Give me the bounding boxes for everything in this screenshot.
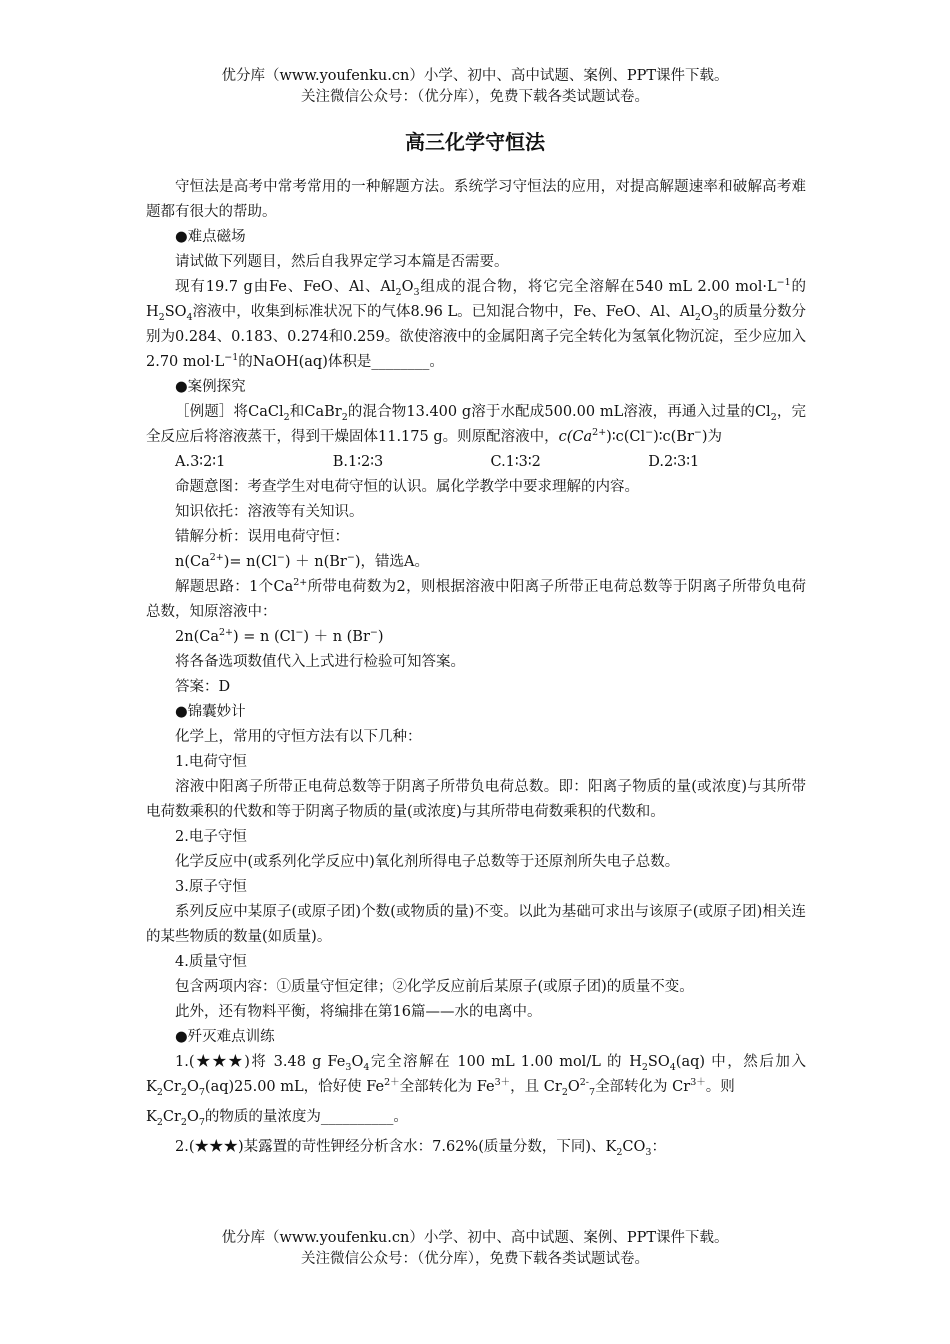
example-paragraph: ［例题］将CaCl$_2$和CaBr$_2$的混合物13.400 g溶于水配成500.00 mL溶液，再通入过量的$Cl_2$，完全反应后将溶液蒸干，得到干燥固体11.175 g。则原配溶液中，$c(Ca^{2+})∶c(Cl^-)∶c(Br^-)$为 [146, 404, 806, 445]
footer-line-1: 优分库（www.youfenku.cn）小学、初中、高中试题、案例、PPT课件下载。 [221, 1230, 729, 1246]
section-heading: ●案例探究 [175, 379, 246, 395]
paragraph: 溶液中阳离子所带正电荷总数等于阴离子所带负电荷总数。即：阳离子物质的量(或浓度)与其所带电荷数乘积的代数和等于阴离子物质的量(或浓度)与其所带电荷数乘积的代数和。 [146, 779, 806, 820]
option-a: A.3∶2∶1 [175, 454, 226, 470]
answer-line: 答案：D [175, 679, 231, 695]
page-footer [0, 1228, 950, 1270]
section-heading: ●难点磁场 [175, 229, 246, 245]
paragraph: 系列反应中某原子(或原子团)个数(或物质的量)不变。以此为基础可求出与该原子(或原子团)相关连的某些物质的数量(如质量)。 [146, 904, 806, 945]
paragraph: 知识依托：溶液等有关知识。 [175, 504, 364, 520]
option-d: D.2∶3∶1 [648, 454, 700, 470]
answer-options [146, 450, 806, 475]
paragraph: 解题思路：1个$Ca^{2+}$所带电荷数为2，则根据溶液中阳离子所带正电荷总数等于阴离子所带负电荷总数，知原溶液中： [146, 577, 806, 620]
page-title: 高三化学守恒法 [405, 130, 545, 154]
paragraph: 错解分析：误用电荷守恒： [175, 529, 349, 545]
option-c: C.1∶3∶2 [490, 454, 541, 470]
subheading: 1.电荷守恒 [175, 754, 247, 770]
paragraph: 化学上，常用的守恒方法有以下几种： [175, 729, 422, 745]
exercise-1: 1.(★★★)将 3.48 g $Fe_3O_4$完全溶解在 100 mL 1.00 mol/L 的 $H_2SO_4(aq)$ 中，然后加入 $K_2Cr_2O_7(aq)25.00$ mL，恰好使 $Fe^{2+}$全部转化为 $Fe^{3+}$，且 $Cr_2O^{2-}_7$全部转化为 $Cr^{3+}$。则 [146, 1054, 806, 1098]
subheading: 2.电子守恒 [175, 829, 247, 845]
section-heading: ●歼灭难点训练 [175, 1029, 275, 1045]
header-line-1: 优分库（www.youfenku.cn）小学、初中、高中试题、案例、PPT课件下载。 [221, 68, 729, 84]
paragraph: 将各备选项数值代入上式进行检验可知答案。 [175, 654, 465, 670]
subheading: 3.原子守恒 [175, 879, 247, 895]
equation: $n(Ca^{2+})= n(Cl^-) + n(Br^-)$，错选A。 [175, 552, 429, 570]
footer-line-2: 关注微信公众号：（优分库），免费下载各类试题试卷。 [301, 1251, 649, 1267]
section-heading: ●锦囊妙计 [175, 704, 246, 720]
paragraph: 请试做下列题目，然后自我界定学习本篇是否需要。 [175, 254, 509, 270]
subheading: 4.质量守恒 [175, 954, 247, 970]
document-body [146, 175, 806, 1160]
exercise-2: 2.(★★★)某露置的苛性钾经分析含水：7.62%(质量分数，下同)、$K_2CO_3$： [175, 1139, 666, 1158]
paragraph: 命题意图：考查学生对电荷守恒的认识。属化学教学中要求理解的内容。 [175, 479, 639, 495]
paragraph: 此外，还有物料平衡，将编排在第16篇——水的电离中。 [175, 1004, 542, 1020]
page-header [0, 66, 950, 108]
exercise-1-cont: $K_2Cr_2O_7$的物质的量浓度为__________。 [146, 1109, 408, 1128]
header-line-2: 关注微信公众号：（优分库），免费下载各类试题试卷。 [301, 89, 649, 105]
intro-paragraph: 守恒法是高考中常考常用的一种解题方法。系统学习守恒法的应用，对提高解题速率和破解高考难题都有很大的帮助。 [146, 179, 806, 220]
paragraph: 包含两项内容：①质量守恒定律；②化学反应前后某原子(或原子团)的质量不变。 [175, 979, 694, 995]
option-b: B.1∶2∶3 [332, 454, 384, 470]
paragraph: 化学反应中(或系列化学反应中)氧化剂所得电子总数等于还原剂所失电子总数。 [175, 854, 680, 870]
problem-paragraph: 现有19.7 g由Fe、FeO、Al、$Al_2O_3$组成的混合物，将它完全溶解在540 mL 2.00 $mol\cdot L^{-1}$的$H_2SO_4$溶液中，收集到标准状况下的气体8.96 L。已知混合物中，Fe、FeO、Al、$Al_2O_3$的质量分数分别为0.284、0.183、0.274和0.259。欲使溶液中的金属阳离子完全转化为氢氧化物沉淀，至少应加入2.70 $mol\cdot L^{-1}$的NaOH(aq)体积是________。 [146, 277, 807, 370]
equation: $2n(Ca^{2+}) = n$ (Cl−) ＋ n (Br−) [175, 627, 384, 645]
